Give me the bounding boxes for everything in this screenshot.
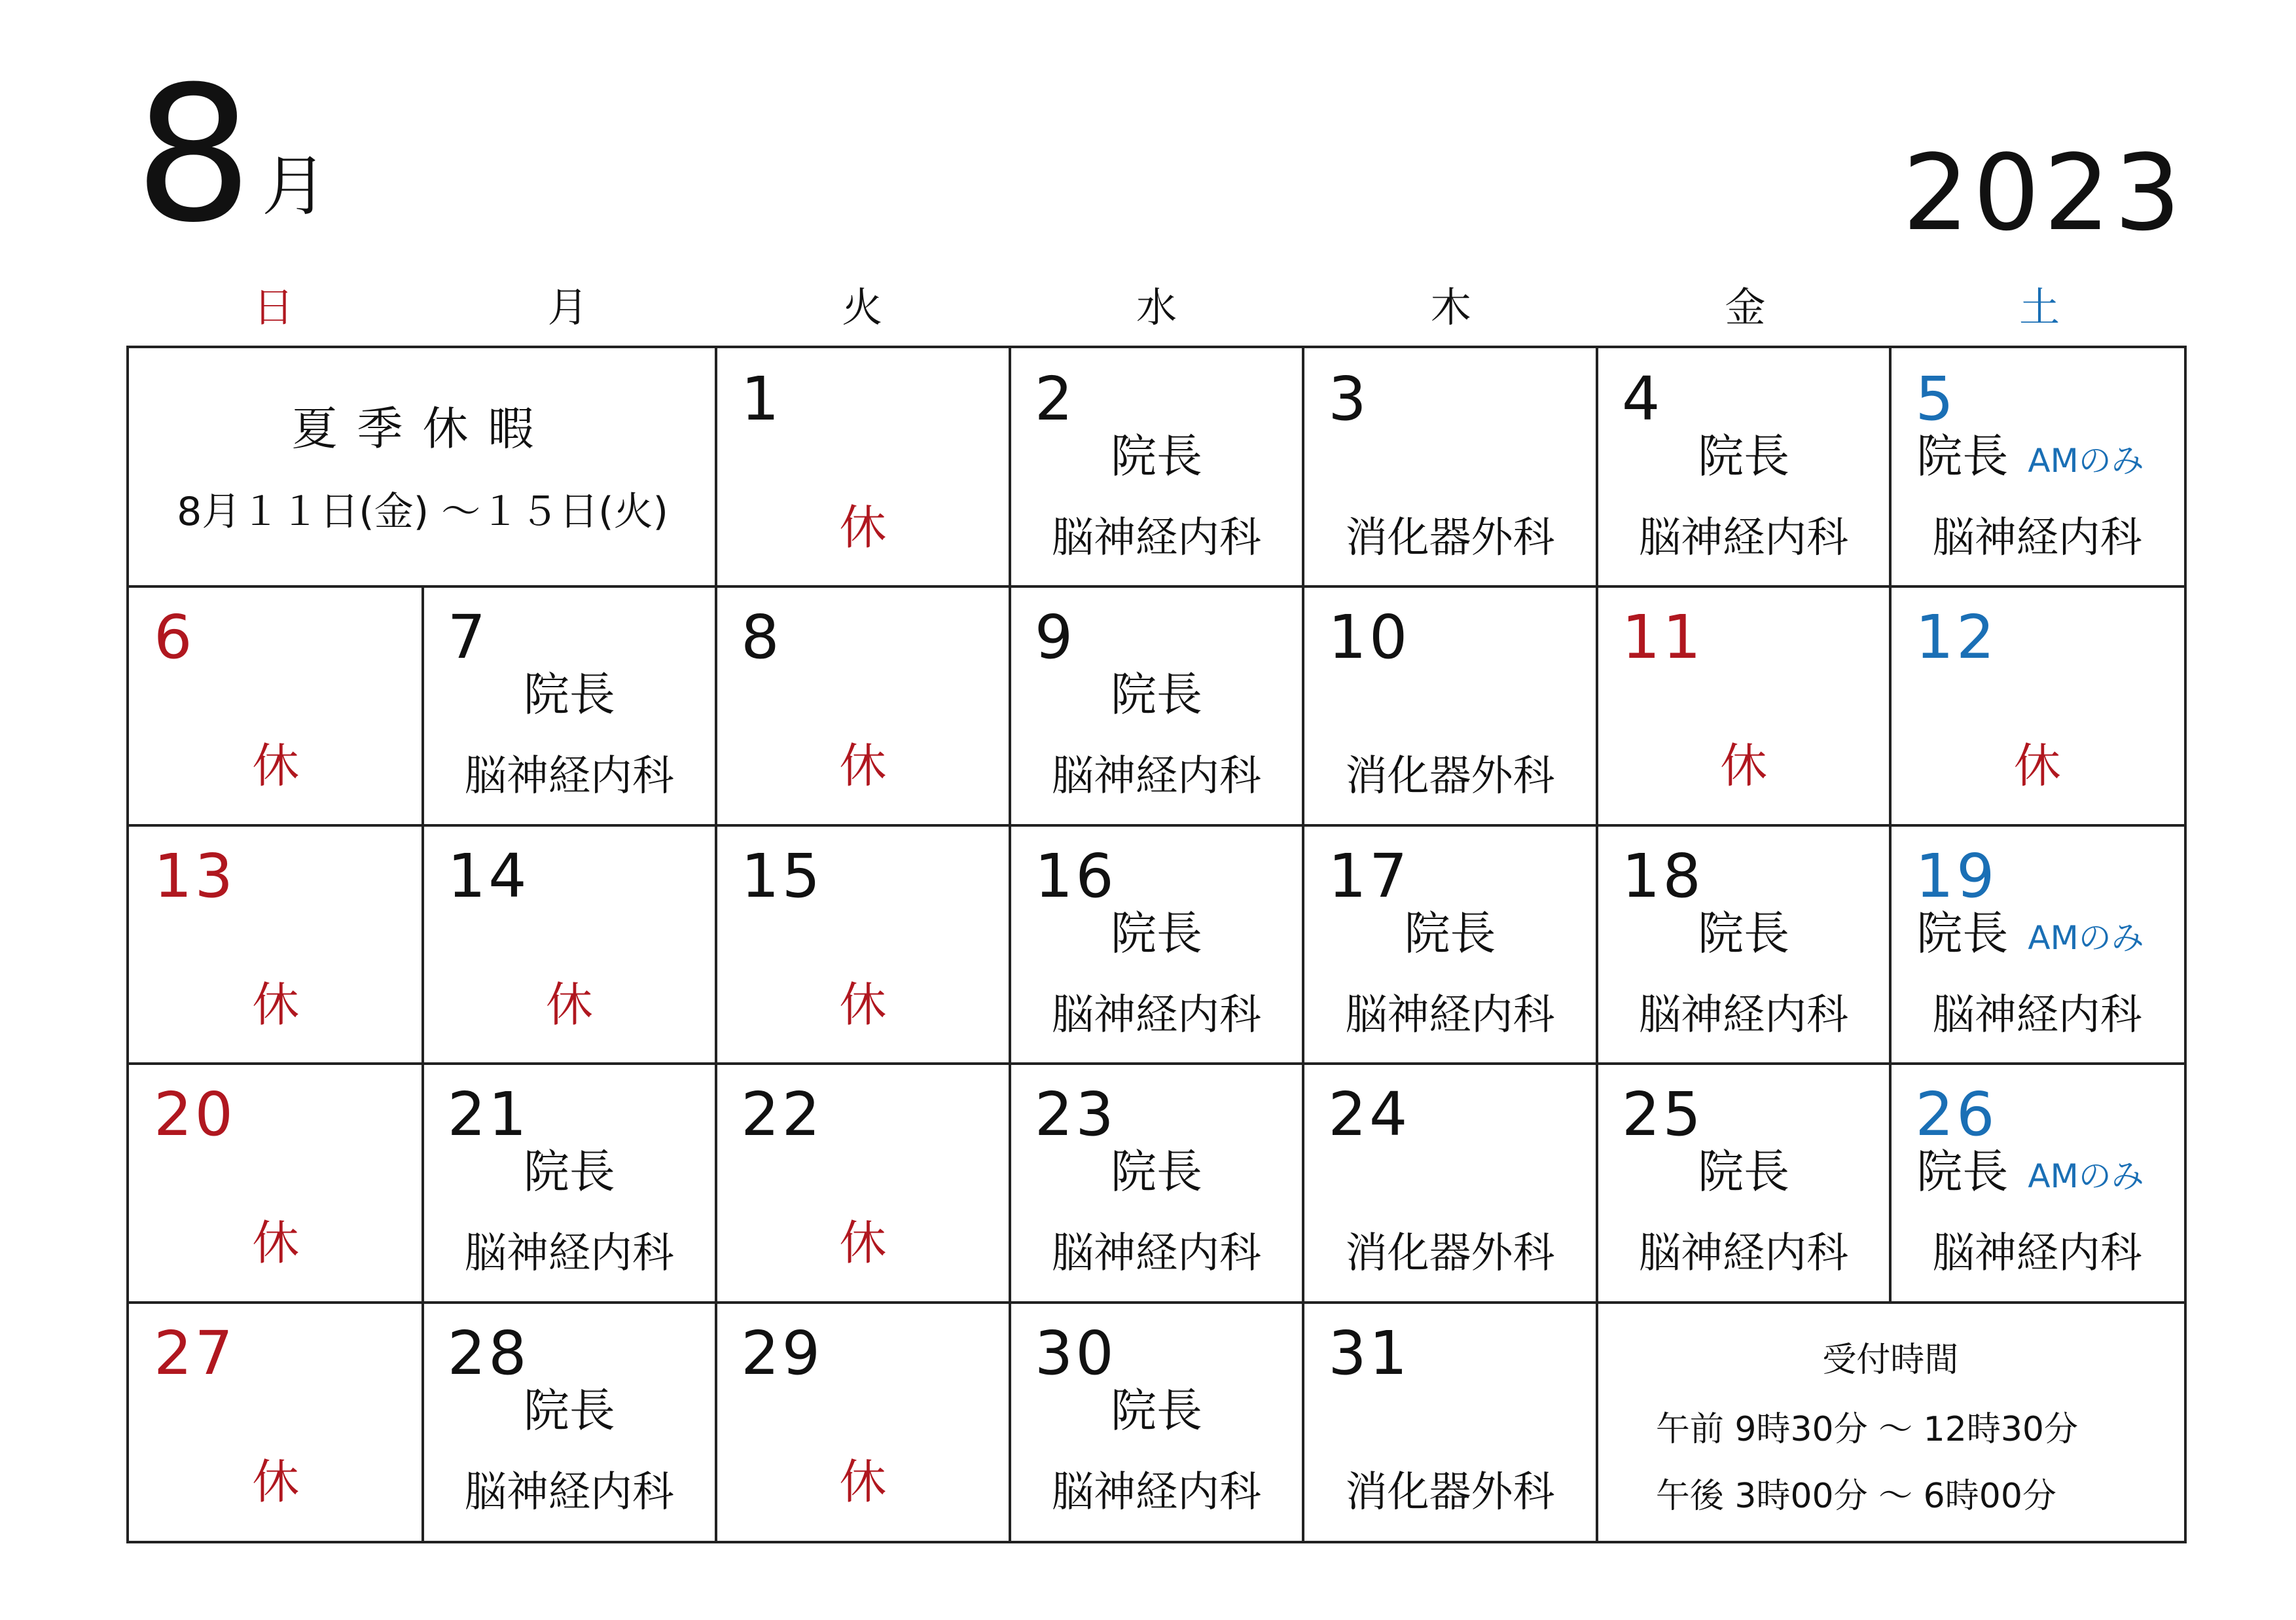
department-label: 脳神経内科: [1345, 990, 1555, 1039]
department-label: 脳神経内科: [1051, 1229, 1261, 1278]
day-number: 10: [1328, 602, 1410, 673]
day-number: 21: [447, 1079, 529, 1150]
day-number: 8: [741, 602, 782, 673]
day-number: 15: [741, 840, 823, 911]
department-label: 脳神経内科: [1639, 990, 1849, 1039]
doctor-label: 院長: [1110, 906, 1202, 960]
weekday-sunday: 日: [253, 283, 294, 331]
day-cell: [716, 348, 1010, 586]
doctor-label: 院長: [1404, 906, 1496, 960]
day-cell: [423, 586, 717, 825]
day-cell: [129, 1303, 423, 1541]
doctor-label: 院長: [1110, 429, 1202, 483]
day-cell: [423, 1064, 717, 1302]
am-only-badge: AMのみ: [2028, 1157, 2144, 1196]
day-cell: [129, 825, 423, 1064]
department-label: 脳神経内科: [464, 1467, 674, 1517]
day-cell: [1303, 348, 1597, 586]
year-label: 2023: [1902, 132, 2185, 254]
weekday-thursday: 木: [1430, 283, 1471, 331]
day-cell: [1303, 825, 1597, 1064]
day-number: 9: [1034, 602, 1076, 673]
closed-mark: 休: [839, 738, 887, 794]
closed-mark: 休: [839, 977, 887, 1032]
weekday-header-row: [126, 275, 2187, 340]
doctor-label: [1916, 906, 2184, 960]
weekday-saturday: 土: [2019, 283, 2060, 331]
doctor-label: 院長: [1698, 906, 1790, 960]
reception-hours-afternoon: 午後 3時00分 ～ 6時00分: [1655, 1476, 2056, 1516]
department-label: 脳神経内科: [1051, 514, 1261, 562]
closed-mark: 休: [2013, 738, 2061, 794]
department-label: 脳神経内科: [1051, 752, 1261, 801]
day-number: 24: [1328, 1079, 1410, 1150]
doctor-label: 院長: [1110, 1145, 1202, 1199]
day-number: 16: [1034, 840, 1117, 911]
closed-mark: 休: [545, 977, 593, 1032]
department-label: 脳神経内科: [464, 752, 674, 801]
closed-mark: 休: [252, 738, 300, 794]
day-number: 28: [447, 1318, 529, 1388]
reception-hours-morning: 午前 9時30分 ～ 12時30分: [1655, 1409, 2079, 1449]
department-label: 消化器外科: [1345, 514, 1555, 562]
doctor-label: 院長: [1110, 668, 1202, 722]
summer-holiday-title: 夏季休暇: [291, 402, 554, 456]
department-label: 脳神経内科: [1932, 990, 2142, 1039]
day-number: 29: [741, 1318, 823, 1388]
doctor-label: 院長: [1698, 429, 1790, 483]
department-label: 消化器外科: [1345, 1229, 1555, 1278]
day-cell: [1303, 1064, 1597, 1302]
day-cell: [1597, 348, 1891, 586]
doctor-label: [1916, 1145, 2184, 1199]
day-number: 30: [1034, 1318, 1117, 1388]
doctor-label: [1916, 429, 2184, 483]
day-number: 17: [1328, 840, 1410, 911]
doctor-label: 院長: [523, 1145, 615, 1199]
day-number: 1: [741, 364, 782, 434]
am-only-badge: AMのみ: [2028, 442, 2144, 480]
doctor-name: 院長: [1916, 1145, 2009, 1199]
summer-holiday-dates: 8月１１日(金) ～１５日(火): [177, 489, 669, 535]
day-number: 12: [1915, 602, 1998, 673]
doctor-label: 院長: [523, 1383, 615, 1437]
day-number: 23: [1034, 1079, 1117, 1150]
department-label: 脳神経内科: [1051, 1467, 1261, 1517]
day-number: 11: [1621, 602, 1704, 673]
closed-mark: 休: [839, 1215, 887, 1271]
day-number: 31: [1328, 1318, 1410, 1388]
day-cell: [1890, 825, 2184, 1064]
doctor-name: 院長: [1916, 429, 2009, 483]
day-number: 4: [1621, 364, 1663, 434]
doctor-label: 院長: [523, 668, 615, 722]
closed-mark: 休: [1720, 738, 1768, 794]
summer-holiday-notice: [129, 348, 716, 586]
department-label: 脳神経内科: [1051, 990, 1261, 1039]
day-number: 27: [154, 1318, 236, 1388]
department-label: 脳神経内科: [1932, 514, 2142, 562]
day-cell: [716, 1303, 1010, 1541]
am-only-badge: AMのみ: [2028, 918, 2144, 957]
day-cell: [716, 586, 1010, 825]
day-cell: [1010, 825, 1304, 1064]
closed-mark: 休: [252, 977, 300, 1032]
doctor-name: 院長: [1916, 906, 2009, 960]
day-cell: [129, 586, 423, 825]
weekday-monday: 月: [547, 283, 588, 331]
day-cell: [1010, 1064, 1304, 1302]
closed-mark: 休: [252, 1454, 300, 1509]
reception-hours-box: [1597, 1303, 2184, 1541]
day-number: 3: [1328, 364, 1369, 434]
day-cell: [1010, 586, 1304, 825]
reception-hours-title: 受付時間: [1822, 1340, 1959, 1380]
day-number: 13: [154, 840, 236, 911]
department-label: 脳神経内科: [1639, 1229, 1849, 1278]
day-cell: [423, 825, 717, 1064]
day-cell: [716, 1064, 1010, 1302]
day-number: 20: [154, 1079, 236, 1150]
day-cell: [1303, 586, 1597, 825]
department-label: 消化器外科: [1345, 1467, 1555, 1517]
department-label: 脳神経内科: [1639, 514, 1849, 562]
day-cell: [1303, 1303, 1597, 1541]
weekday-friday: 金: [1725, 283, 1766, 331]
day-number: 14: [447, 840, 529, 911]
closed-mark: 休: [839, 1454, 887, 1509]
weekday-tuesday: 火: [842, 283, 883, 331]
day-cell: [1597, 586, 1891, 825]
day-number: 6: [154, 602, 195, 673]
day-cell: [1890, 586, 2184, 825]
day-cell: [129, 1064, 423, 1302]
day-number: 2: [1034, 364, 1076, 434]
day-cell: [1890, 348, 2184, 586]
day-number: 22: [741, 1079, 823, 1150]
closed-mark: 休: [839, 500, 887, 555]
closed-mark: 休: [252, 1215, 300, 1271]
weekday-wednesday: 水: [1136, 283, 1177, 331]
day-number: 5: [1915, 364, 1956, 434]
day-number: 26: [1915, 1079, 1998, 1150]
day-number: 19: [1915, 840, 1998, 911]
day-cell: [1010, 1303, 1304, 1541]
department-label: 脳神経内科: [1932, 1229, 2142, 1278]
day-cell: [716, 825, 1010, 1064]
month-number: 8: [134, 46, 253, 264]
department-label: 消化器外科: [1345, 752, 1555, 801]
day-cell: [1010, 348, 1304, 586]
day-cell: [1597, 825, 1891, 1064]
doctor-label: 院長: [1698, 1145, 1790, 1199]
department-label: 脳神経内科: [464, 1229, 674, 1278]
day-cell: [1597, 1064, 1891, 1302]
doctor-label: 院長: [1110, 1383, 1202, 1437]
day-number: 7: [447, 602, 489, 673]
day-number: 18: [1621, 840, 1704, 911]
calendar-grid: [126, 346, 2187, 1543]
day-number: 25: [1621, 1079, 1704, 1150]
month-label: 月: [262, 148, 327, 225]
day-cell: [1890, 1064, 2184, 1302]
day-cell: [423, 1303, 717, 1541]
